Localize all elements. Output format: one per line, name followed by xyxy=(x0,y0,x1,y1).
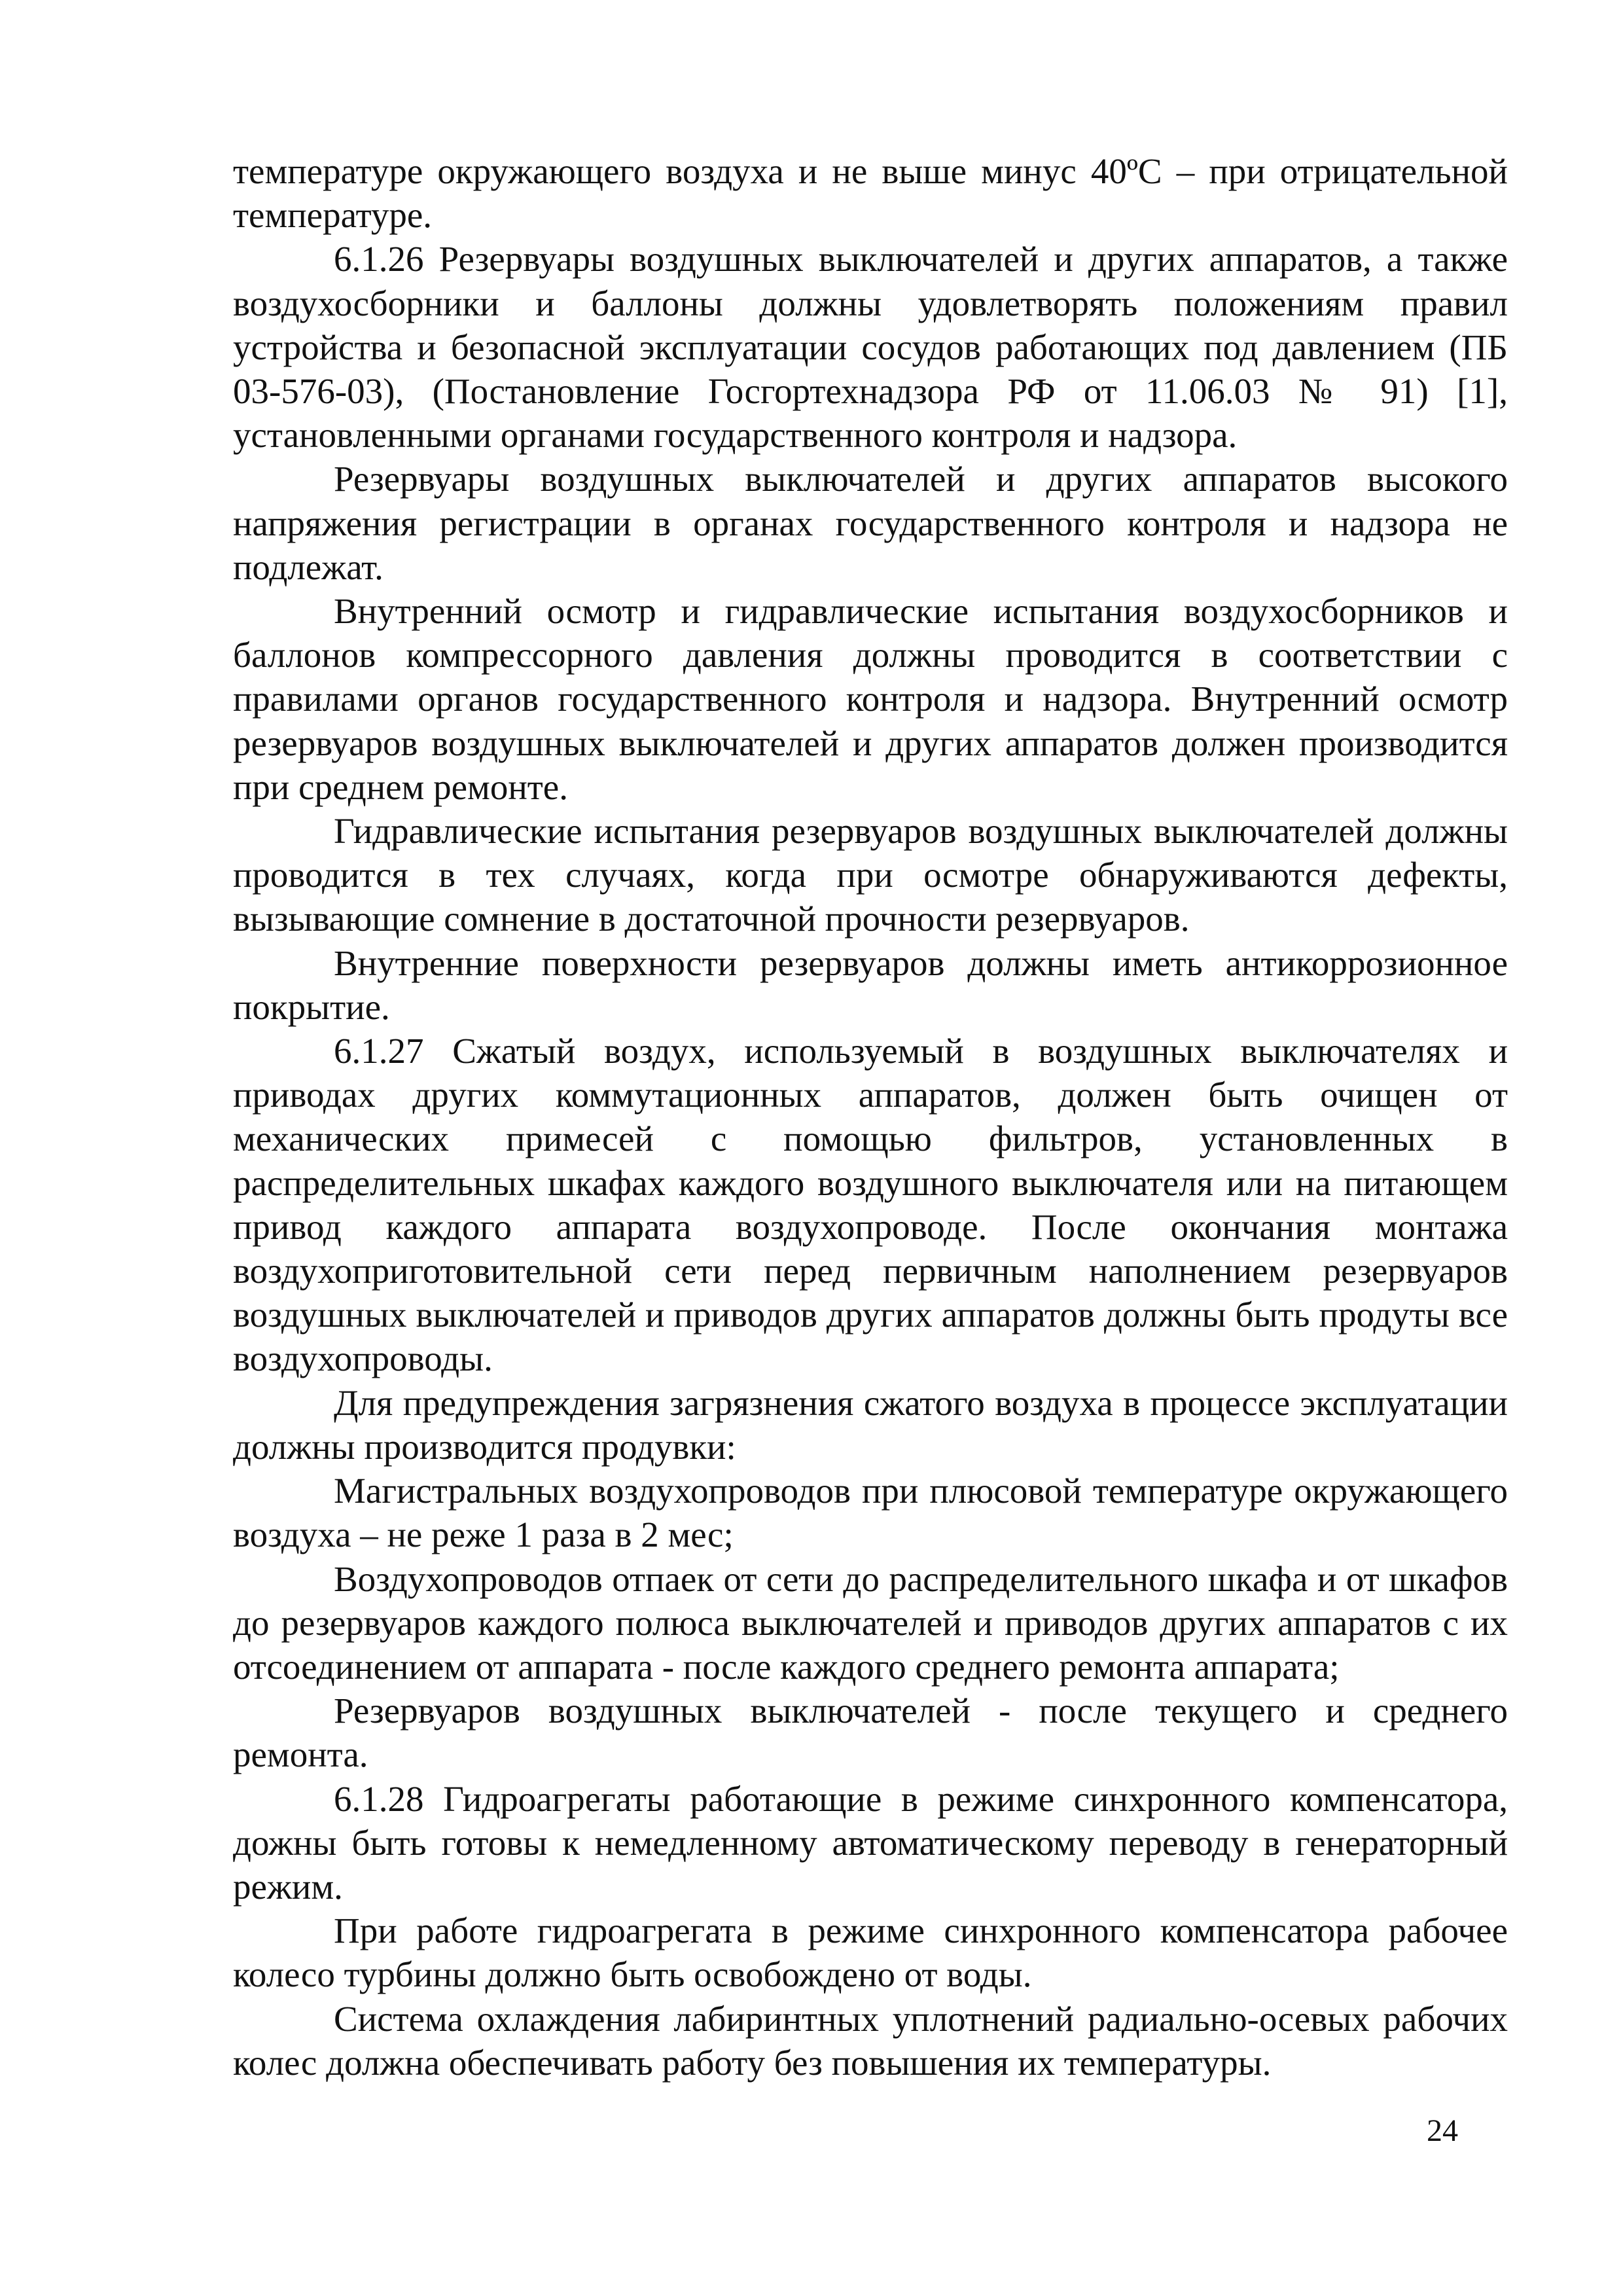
paragraph-purging: Для предупреждения загрязнения сжатого воздуха в процессе эксплуатации должны производится продувки: xyxy=(233,1382,1508,1467)
paragraph-hydraulic-tests: Гидравлические испытания резервуаров воздушных выключателей должны проводится в тех случаях, когда при осмотре обнаруживаются дефекты, вызывающие сомнение в достаточной прочности резервуаров. xyxy=(233,811,1508,939)
paragraph-registration: Резервуары воздушных выключателей и других аппаратов высокого напряжения регистрации в органах государственного контроля и надзора не подлежат. xyxy=(233,459,1508,587)
paragraph-reservoirs: Резервуаров воздушных выключателей - после текущего и среднего ремонта. xyxy=(233,1691,1508,1775)
paragraph-6-1-27: 6.1.27 Сжатый воздух, используемый в воздушных выключателях и приводах других коммутационных аппаратов, должен быть очищен от механических примесей с помощью фильтров, установленных в распределительных шкафах каждого воздушного выключателя или на питающем привод каждого аппарата воздухопроводе. После окончания монтажа воздухоприготовительной сети перед первичным наполнением резервуаров воздушных выключателей и приводов других аппаратов должны быть продуты все воздухопроводы. xyxy=(233,1031,1508,1379)
paragraph-cooling-system: Система охлаждения лабиринтных уплотнений радиально-осевых рабочих колес должна обеспечивать работу без повышения их температуры. xyxy=(233,1998,1508,2083)
paragraph-continuation: температуре окружающего воздуха и не выше минус 40ºС – при отрицательной температуре. xyxy=(233,151,1508,236)
paragraph-6-1-26: 6.1.26 Резервуары воздушных выключателей и других аппаратов, а также воздухосборники и баллоны должны удовлетворять положениям правил устройства и безопасной эксплуатации сосудов работающих под давлением (ПБ 03-576-03), (Постановление Госгортехнадзора РФ от 11.06.03 № 91) [1], установленными органами государственного контроля и надзора. xyxy=(233,239,1508,456)
page-number: 24 xyxy=(1427,2113,1458,2148)
paragraph-branch-pipelines: Воздухопроводов отпаек от сети до распределительного шкафа и от шкафов до резервуаров каждого полюса выключателей и приводов других аппаратов с их отсоединением от аппарата - после каждого среднего ремонта аппарата; xyxy=(233,1558,1508,1687)
paragraph-runner-free: При работе гидроагрегата в режиме синхронного компенсатора рабочее колесо турбины должно быть освобождено от воды. xyxy=(233,1910,1508,1995)
paragraph-anticorrosion: Внутренние поверхности резервуаров должны иметь антикоррозионное покрытие. xyxy=(233,942,1508,1027)
paragraph-internal-inspection: Внутренний осмотр и гидравлические испытания воздухосборников и баллонов компрессорного давления должны проводится в соответствии с правилами органов государственного контроля и надзора. Внутренний осмотр резервуаров воздушных выключателей и других аппаратов должен производится при среднем ремонте. xyxy=(233,591,1508,807)
paragraph-main-pipelines: Магистральных воздухопроводов при плюсовой температуре окружающего воздуха – не реже 1 раза в 2 мес; xyxy=(233,1471,1508,1555)
document-body xyxy=(233,149,1508,2085)
paragraph-6-1-28: 6.1.28 Гидроагрегаты работающие в режиме синхронного компенсатора, дожны быть готовы к немедленному автоматическому переводу в генераторный режим. xyxy=(233,1778,1508,1907)
